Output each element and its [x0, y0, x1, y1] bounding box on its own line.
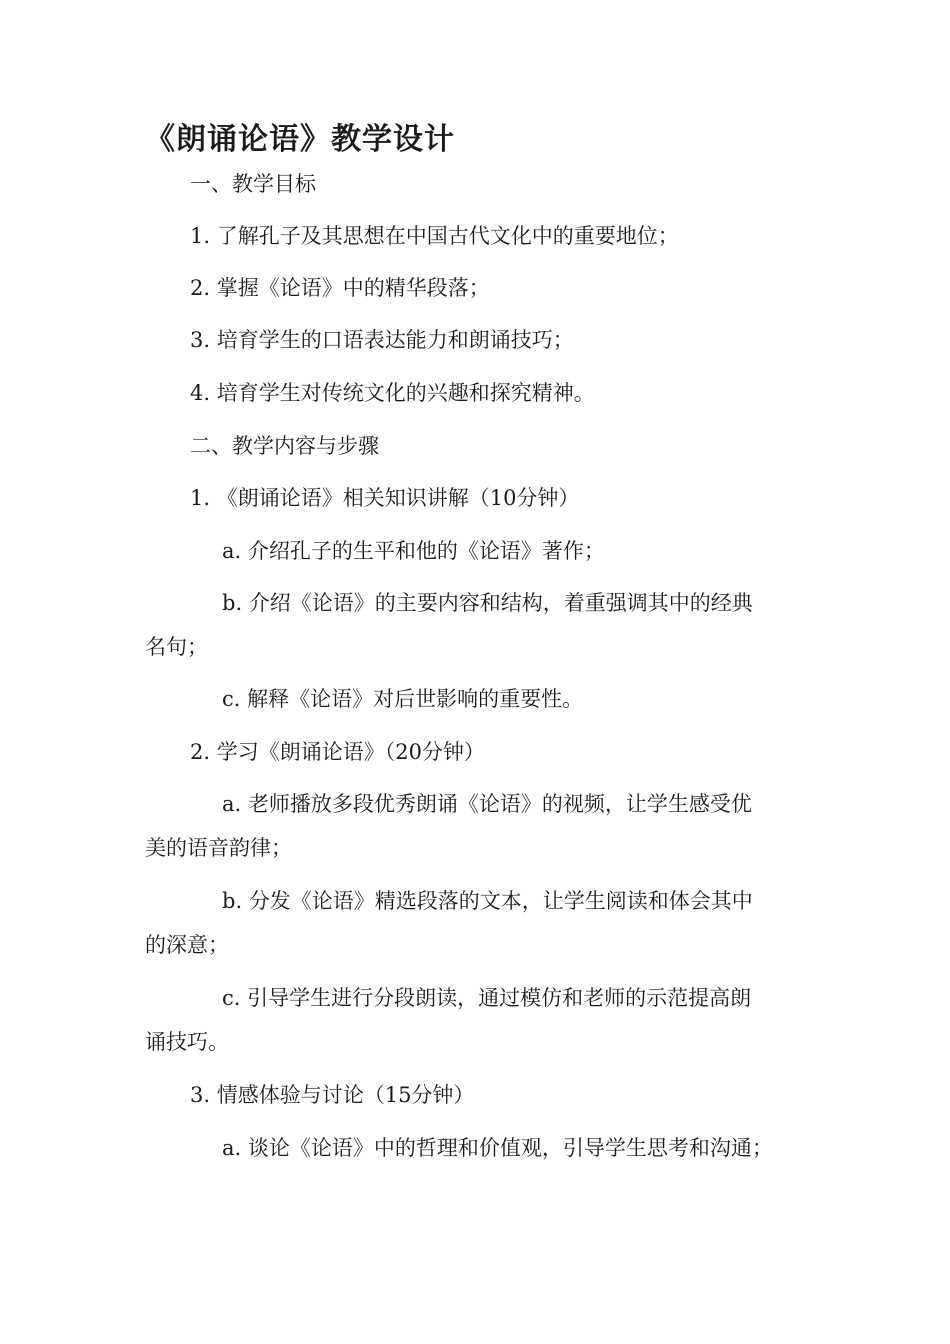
step-1-item-b-line1: b. 介绍《论语》的主要内容和结构，着重强调其中的经典 — [222, 591, 753, 615]
step-3-title: 3. 情感体验与讨论（15分钟） — [190, 1083, 475, 1107]
step-3-item-a: a. 谈论《论语》中的哲理和价值观，引导学生思考和沟通； — [222, 1136, 773, 1160]
step-2-item-c-line2: 诵技巧。 — [145, 1030, 229, 1054]
step-2-item-a-line1: a. 老师播放多段优秀朗诵《论语》的视频，让学生感受优 — [222, 792, 752, 816]
step-2-item-b-line1: b. 分发《论语》精选段落的文本，让学生阅读和体会其中 — [222, 889, 753, 913]
step-1-item-c: c. 解释《论语》对后世影响的重要性。 — [222, 687, 584, 711]
objective-item-1: 1. 了解孔子及其思想在中国古代文化中的重要地位； — [190, 224, 679, 248]
step-2-item-b-line2: 的深意； — [145, 933, 229, 957]
step-1-item-b-line2: 名句； — [145, 635, 208, 659]
step-2-item-a-line2: 美的语音韵律； — [145, 836, 292, 860]
step-2-item-c-line1: c. 引导学生进行分段朗读，通过模仿和老师的示范提高朗 — [222, 986, 752, 1010]
objective-item-3: 3. 培育学生的口语表达能力和朗诵技巧； — [190, 328, 574, 352]
section-heading-content: 二、教学内容与步骤 — [190, 434, 379, 458]
document-title: 《朗诵论语》教学设计 — [145, 122, 455, 157]
step-1-title: 1. 《朗诵论语》相关知识讲解（10分钟） — [190, 486, 580, 510]
step-1-item-a: a. 介绍孔子的生平和他的《论语》著作； — [222, 539, 605, 563]
step-2-title: 2. 学习《朗诵论语》（20分钟） — [190, 740, 485, 764]
objective-item-2: 2. 掌握《论语》中的精华段落； — [190, 276, 490, 300]
section-heading-objectives: 一、教学目标 — [190, 172, 316, 196]
objective-item-4: 4. 培育学生对传统文化的兴趣和探究精神。 — [190, 381, 595, 405]
